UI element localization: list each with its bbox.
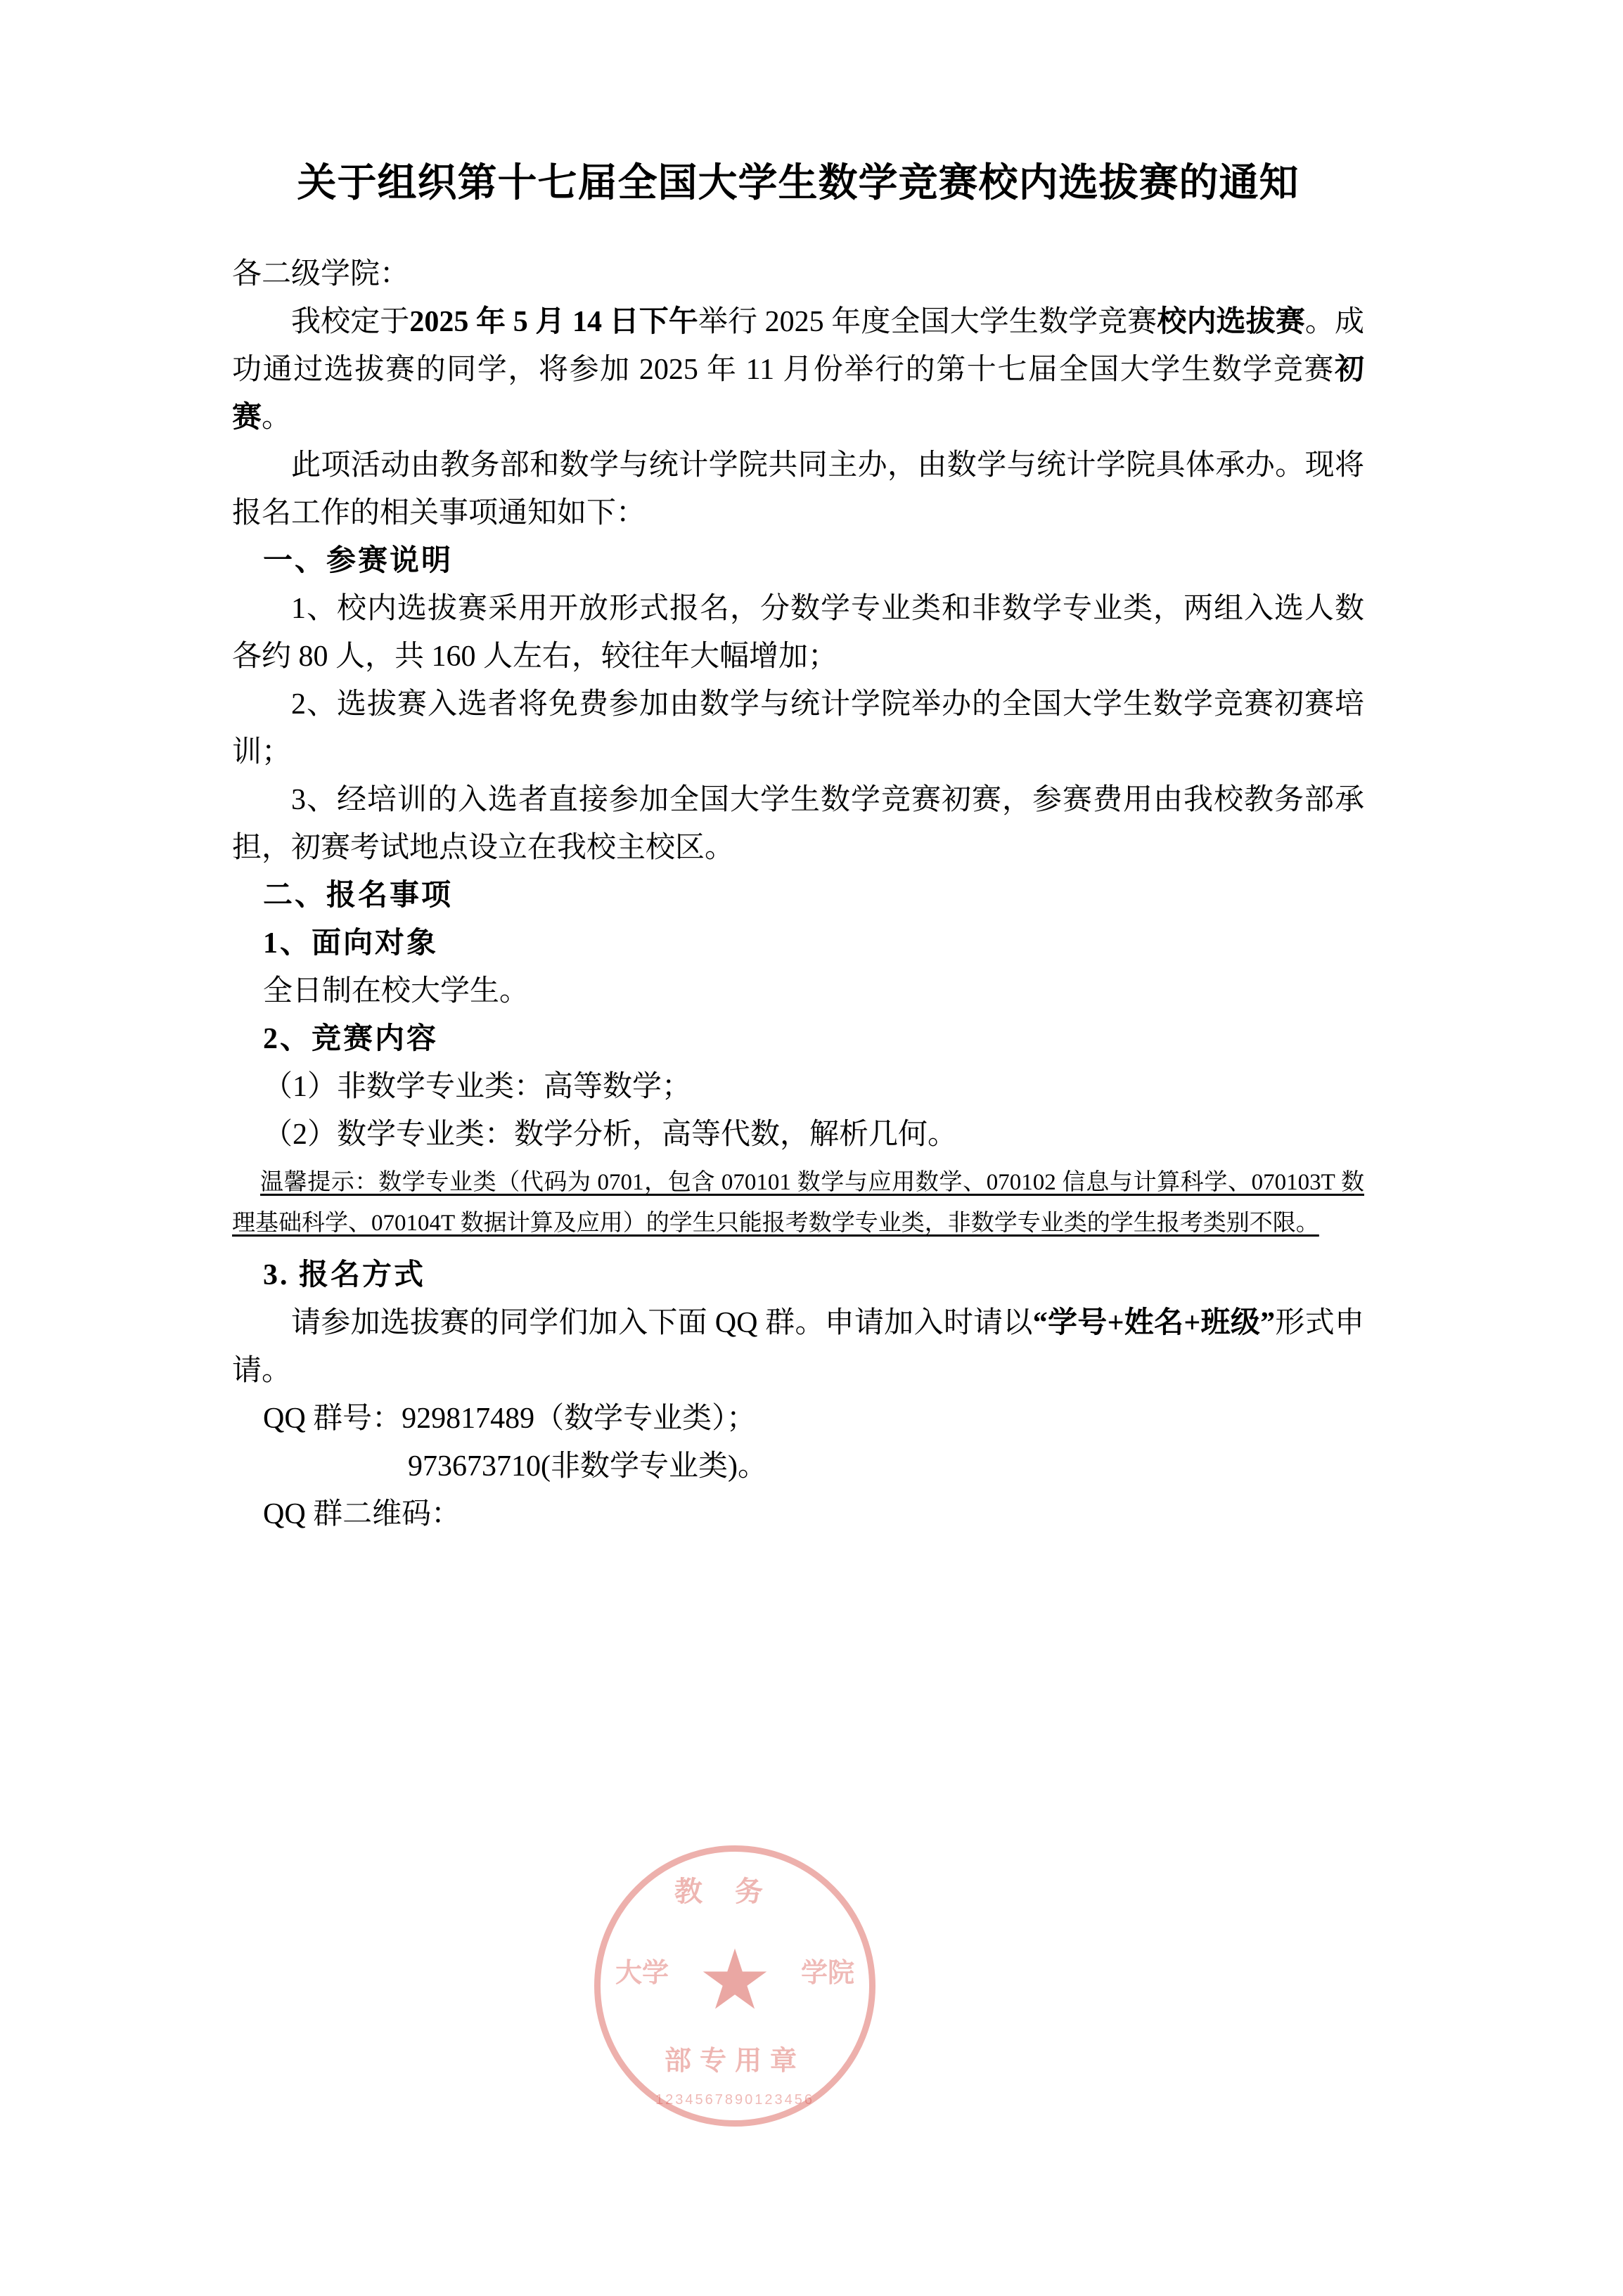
section-2-sub-1-heading: 1、面向对象 <box>263 927 439 960</box>
reminder-note: 温馨提示：数学专业类（代码为 0701，包含 070101 数学与应用数学、070102 信息与计算科学、070103T 数理基础科学、070104T 数据计算及应用）的学生只能报考数学专业类，非数学专业类的学生报考类别不限。 <box>232 1170 1364 1237</box>
section-2-sub-2-item-2: （2）数学专业类：数学分析，高等代数，解析几何。 <box>263 1118 958 1152</box>
qq-qr-label: QQ 群二维码： <box>263 1498 461 1531</box>
section-1-item-2: 2、选拔赛入选者将免费参加由数学与统计学院举办的全国大学生数学竞赛初赛培训； <box>232 688 1364 769</box>
signup-seg1: 请参加选拔赛的同学们加入下面 QQ 群。申请加入时请以 <box>291 1306 1033 1339</box>
signup-seg3: 形式申请。 <box>232 1306 1364 1387</box>
para1-seg3: 举行 2025 年度全国大学生数学竞赛 <box>698 305 1157 338</box>
section-1-item-1: 1、校内选拔赛采用开放形式报名，分数学专业类和非数学专业类，两组入选人数各约 80 人，共 160 人左右，较往年大幅增加； <box>232 593 1364 673</box>
section-1-heading: 一、参赛说明 <box>263 544 454 577</box>
para1-seg5: 。成功通过选拔赛的同学，将参加 2025 年 11 月份举行的第十七届全国大学生数学竞赛 <box>232 305 1364 386</box>
page-title: 关于组织第十七届全国大学生数学竞赛校内选拔赛的通知 <box>297 162 1300 205</box>
stamp-left-text: 大学 <box>615 1959 669 1988</box>
qq-group-line-1: QQ 群号：929817489（数学专业类）； <box>263 1402 757 1435</box>
star-icon: ★ <box>698 1934 772 2027</box>
section-2-heading: 二、报名事项 <box>263 879 454 912</box>
stamp-top-text: 教务 <box>674 1876 795 1907</box>
para1-round: 初赛 <box>232 353 1364 434</box>
section-1-item-3: 3、经培训的入选者直接参加全国大学生数学竞赛初赛，参赛费用由我校教务部承担，初赛考试地点设立在我校主校区。 <box>232 784 1364 865</box>
stamp-right-text: 学院 <box>800 1959 854 1988</box>
para1-event: 校内选拔赛 <box>1157 305 1305 338</box>
stamp-bottom-text: 部专用章 <box>664 2046 805 2076</box>
salutation: 各二级学院： <box>232 257 410 290</box>
qq-group-line-2: 973673710(非数学专业类)。 <box>408 1450 767 1483</box>
section-2-sub-3-body <box>232 1299 1364 1395</box>
official-red-stamp <box>594 1845 875 2127</box>
stamp-ring <box>594 1845 875 2127</box>
para1-seg7: 。 <box>262 401 292 434</box>
section-2-sub-2-heading: 2、竞赛内容 <box>263 1023 439 1056</box>
paragraph-2: 此项活动由教务部和数学与统计学院共同主办，由数学与统计学院具体承办。现将报名工作的相关事项通知如下： <box>232 449 1364 529</box>
document-body <box>232 158 1364 1538</box>
section-2-sub-1-body: 全日制在校大学生。 <box>263 975 530 1008</box>
signup-format: “学号+姓名+班级” <box>1032 1306 1276 1339</box>
paragraph-1 <box>232 298 1364 441</box>
section-2-sub-3-heading: 3. 报名方式 <box>263 1258 426 1291</box>
para1-seg1: 我校定于 <box>291 305 410 338</box>
stamp-code: 1234567890123456 <box>655 2092 814 2108</box>
para1-date: 2025 年 5 月 14 日下午 <box>409 305 698 338</box>
section-2-sub-2-item-1: （1）非数学专业类：高等数学； <box>263 1071 692 1104</box>
